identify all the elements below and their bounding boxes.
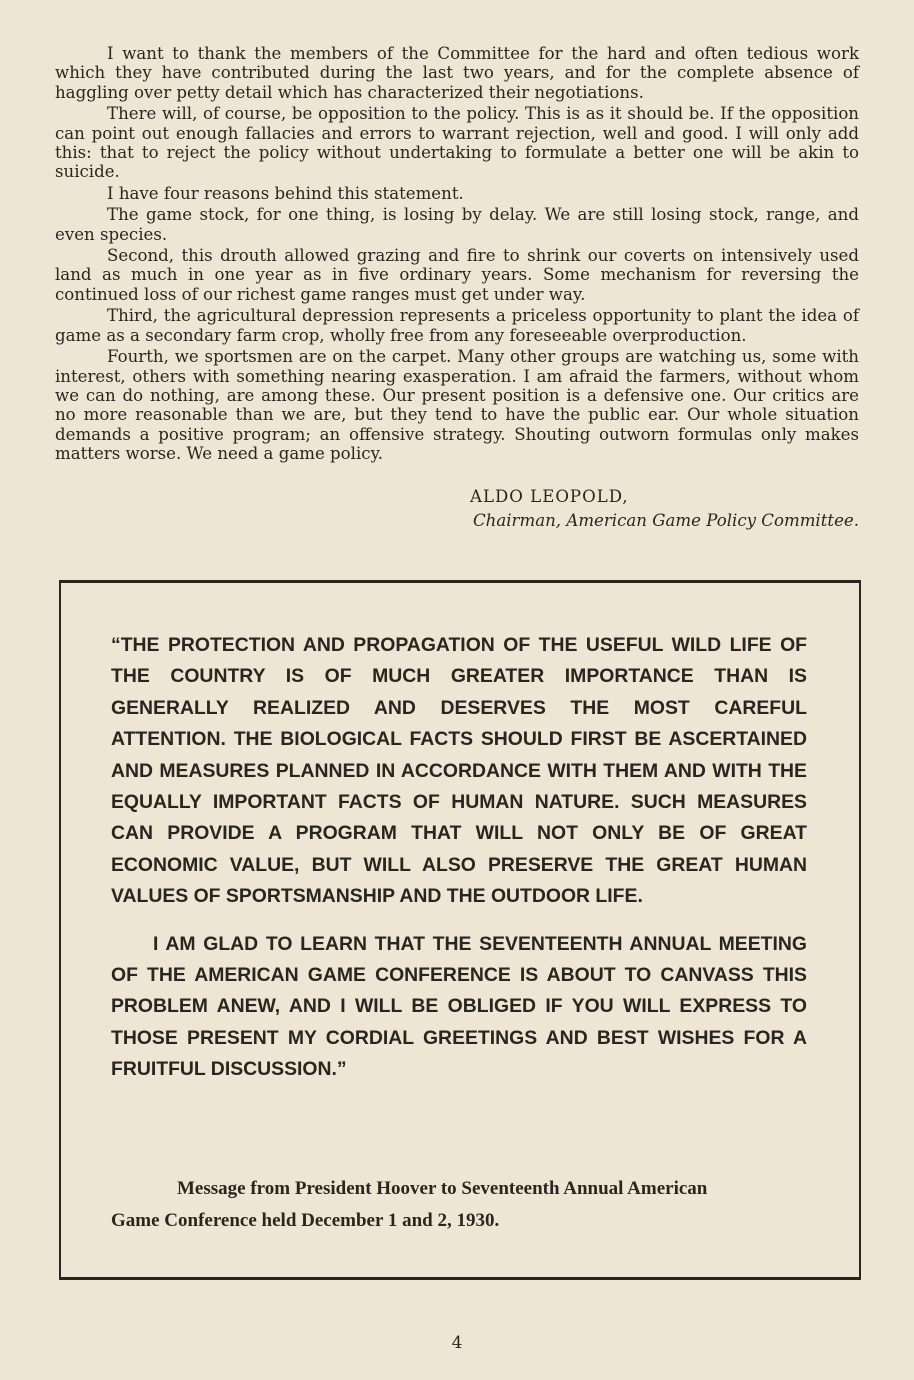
quote-paragraph-1: “THE PROTECTION AND PROPAGATION OF THE USEFUL WILD LIFE OF THE COUNTRY IS OF MUCH GREATER IMPORTANCE THAN IS GENERALLY REALIZED AND DESERVES THE MOST CAREFUL ATTENTION. THE BIOLOGICAL FACTS SHOULD FIRST BE ASCERTAINED AND MEASURES PLANNED IN ACCORDANCE WITH THEM AND WITH THE EQUALLY IMPORTANT FACTS OF HUMAN NATURE. SUCH MEASURES CAN PROVIDE A PROGRAM THAT WILL NOT ONLY BE OF GREAT ECONOMIC VALUE, BUT WILL ALSO PRESERVE THE GREAT HUMAN VALUES OF SPORTSMANSHIP AND THE OUTDOOR LIFE. [111,634,807,908]
letter-paragraph: The game stock, for one thing, is losing by delay. We are still losing stock, range, and even species. [55,205,859,244]
hoover-quote [111,630,807,1106]
letter-body [55,44,859,466]
letter-paragraph: Third, the agricultural depression represents a priceless opportunity to plant the idea of game as a secondary farm crop, wholly free from any foreseeable overproduction. [55,306,859,345]
signature-title: Chairman, American Game Policy Committee. [472,511,859,530]
attribution-line-1: Message from President Hoover to Seventeenth Annual American [177,1178,708,1199]
letter-paragraph: I have four reasons behind this statement. [107,183,464,203]
quote-attribution [111,1173,811,1236]
attribution-line-2: Game Conference held December 1 and 2, 1930. [111,1209,500,1231]
letter-paragraph: There will, of course, be opposition to the policy. This is as it should be. If the opposition can point out enough fallacies and errors to warrant rejection, well and good. I will only add this: that to reject the policy without undertaking to formulate a better one will be akin to suicide. [55,104,859,182]
signature-name: ALDO LEOPOLD, [470,487,629,506]
quote-box [59,580,861,1280]
letter-paragraph: Fourth, we sportsmen are on the carpet. Many other groups are watching us, some with interest, others with something nearing exasperation. I am afraid the farmers, without whom we can do nothing, are among these. Our present position is a defensive one. Our critics are no more reasonable than we are, but they tend to have the public ear. Our whole situation demands a positive program; an offensive strategy. Shouting outworn formulas only makes matters worse. We need a game policy. [55,347,859,464]
letter-paragraph: I want to thank the members of the Committee for the hard and often tedious work which they have contributed during the last two years, and for the complete absence of haggling over petty detail which has characterized their negotiations. [55,44,859,102]
page-number: 4 [451,1333,463,1353]
quote-paragraph-2: I AM GLAD TO LEARN THAT THE SEVENTEENTH ANNUAL MEETING OF THE AMERICAN GAME CONFERENCE IS ABOUT TO CANVASS THIS PROBLEM ANEW, AND I WILL BE OBLIGED IF YOU WILL EXPRESS TO THOSE PRESENT MY CORDIAL GREETINGS AND BEST WISHES FOR A FRUITFUL DISCUSSION.” [111,932,807,1081]
letter-paragraph: Second, this drouth allowed grazing and fire to shrink our coverts on intensively used land as much in one year as in five ordinary years. Some mechanism for reversing the continued loss of our richest game ranges must get under way. [55,246,859,304]
